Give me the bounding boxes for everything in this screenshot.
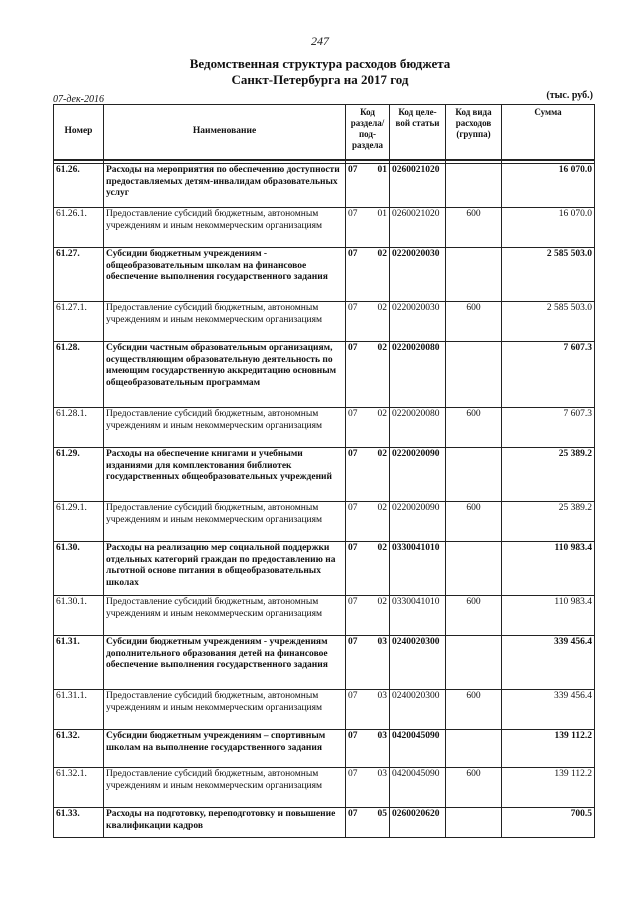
row-section: 07: [348, 303, 358, 313]
row-subsection: 02: [377, 503, 387, 513]
row-subsection: 05: [377, 809, 387, 819]
page-number: 247: [311, 34, 329, 48]
row-section: 07: [348, 343, 358, 353]
table-header-row: [54, 105, 595, 160]
row-sum: 7 607.3: [502, 342, 595, 408]
row-name: Субсидии бюджетным учреждениям - общеобразовательным школам на финансовое обеспечение выполнения государственного задания: [104, 248, 346, 302]
row-name: Предоставление субсидий бюджетным, автономным учреждениям и иным некоммерческим организациям: [104, 690, 346, 730]
row-section: 07: [348, 769, 358, 779]
document-title: [0, 56, 640, 88]
row-article-code: 0260020620: [390, 808, 446, 838]
row-article-code: 0260021020: [390, 208, 446, 248]
row-expense-type: [446, 164, 502, 208]
table-row: [54, 596, 595, 636]
row-section: 07: [348, 543, 358, 553]
row-expense-type: [446, 448, 502, 502]
row-sum: 339 456.4: [502, 636, 595, 690]
row-section: 07: [348, 165, 358, 175]
header-name: Наименование: [104, 105, 346, 160]
title-line-1: Ведомственная структура расходов бюджета: [189, 56, 451, 71]
row-section-code: [346, 448, 390, 502]
row-section-code: [346, 302, 390, 342]
table-row: [54, 636, 595, 690]
row-article-code: 0420045090: [390, 730, 446, 768]
row-subsection: 02: [377, 303, 387, 313]
row-section-code: [346, 342, 390, 408]
row-section-code: [346, 208, 390, 248]
header-sum: Сумма: [502, 105, 595, 160]
row-section: 07: [348, 449, 358, 459]
row-name: Предоставление субсидий бюджетным, автономным учреждениям и иным некоммерческим организациям: [104, 502, 346, 542]
row-article-code: 0260021020: [390, 164, 446, 208]
row-section: 07: [348, 249, 358, 259]
row-section-code: [346, 690, 390, 730]
row-expense-type: [446, 248, 502, 302]
row-section: 07: [348, 637, 358, 647]
row-subsection: 02: [377, 409, 387, 419]
table-row: [54, 164, 595, 208]
row-section: 07: [348, 597, 358, 607]
row-article-code: 0240020300: [390, 636, 446, 690]
budget-table: [53, 104, 595, 838]
row-number: 61.30.1.: [54, 596, 104, 636]
row-section-code: [346, 596, 390, 636]
row-subsection: 01: [377, 209, 387, 219]
row-expense-type: 600: [446, 690, 502, 730]
row-sum: 700.5: [502, 808, 595, 838]
table-row: [54, 342, 595, 408]
row-subsection: 02: [377, 543, 387, 553]
row-name: Расходы на мероприятия по обеспечению доступности предоставляемых детям-инвалидам образовательных услуг: [104, 164, 346, 208]
row-article-code: 0220020080: [390, 408, 446, 448]
row-expense-type: 600: [446, 302, 502, 342]
row-section: 07: [348, 209, 358, 219]
row-article-code: 0220020090: [390, 448, 446, 502]
row-sum: 339 456.4: [502, 690, 595, 730]
row-expense-type: [446, 730, 502, 768]
row-name: Предоставление субсидий бюджетным, автономным учреждениям и иным некоммерческим организациям: [104, 302, 346, 342]
row-number: 61.31.: [54, 636, 104, 690]
row-name: Предоставление субсидий бюджетным, автономным учреждениям и иным некоммерческим организациям: [104, 596, 346, 636]
row-number: 61.32.: [54, 730, 104, 768]
table-row: [54, 302, 595, 342]
row-sum: 7 607.3: [502, 408, 595, 448]
row-expense-type: [446, 636, 502, 690]
row-expense-type: 600: [446, 502, 502, 542]
row-number: 61.27.1.: [54, 302, 104, 342]
row-subsection: 02: [377, 597, 387, 607]
table-row: [54, 808, 595, 838]
row-subsection: 03: [377, 731, 387, 741]
row-sum: 2 585 503.0: [502, 302, 595, 342]
header-article-code: Код целе- вой статьи: [390, 105, 446, 160]
row-sum: 139 112.2: [502, 768, 595, 808]
units-label: (тыс. руб.): [546, 90, 593, 101]
row-article-code: 0420045090: [390, 768, 446, 808]
row-name: Расходы на реализацию мер социальной поддержки отдельных категорий граждан по предоставлению на льготной основе питания в общеобразовательных школах: [104, 542, 346, 596]
row-sum: 110 983.4: [502, 542, 595, 596]
table-row: [54, 730, 595, 768]
row-name: Расходы на обеспечение книгами и учебными изданиями для комплектования библиотек государственных общеобразовательных учреждений: [104, 448, 346, 502]
row-subsection: 01: [377, 165, 387, 175]
title-line-2: Санкт-Петербурга на 2017 год: [231, 72, 409, 87]
row-section: 07: [348, 731, 358, 741]
row-section-code: [346, 542, 390, 596]
row-number: 61.28.: [54, 342, 104, 408]
row-subsection: 03: [377, 769, 387, 779]
table-row: [54, 448, 595, 502]
row-name: Расходы на подготовку, переподготовку и повышение квалификации кадров: [104, 808, 346, 838]
row-article-code: 0330041010: [390, 596, 446, 636]
row-article-code: 0240020300: [390, 690, 446, 730]
row-article-code: 0220020090: [390, 502, 446, 542]
header-number: Номер: [54, 105, 104, 160]
row-section: 07: [348, 409, 358, 419]
row-number: 61.26.: [54, 164, 104, 208]
table-row: [54, 208, 595, 248]
row-sum: 2 585 503.0: [502, 248, 595, 302]
row-expense-type: [446, 808, 502, 838]
header-expense-type: Код вида расходов (группа): [446, 105, 502, 160]
row-name: Субсидии бюджетным учреждениям – спортивным школам на выполнение государственного задания: [104, 730, 346, 768]
row-name: Предоставление субсидий бюджетным, автономным учреждениям и иным некоммерческим организациям: [104, 768, 346, 808]
row-article-code: 0220020030: [390, 248, 446, 302]
row-section-code: [346, 248, 390, 302]
row-subsection: 03: [377, 637, 387, 647]
row-number: 61.32.1.: [54, 768, 104, 808]
table-row: [54, 542, 595, 596]
table-row: [54, 408, 595, 448]
header-section-code: Код раздела/ под- раздела: [346, 105, 390, 160]
row-section-code: [346, 502, 390, 542]
row-sum: 25 389.2: [502, 448, 595, 502]
row-sum: 139 112.2: [502, 730, 595, 768]
row-section: 07: [348, 503, 358, 513]
document-date: 07-дек-2016: [53, 94, 104, 105]
table-row: [54, 248, 595, 302]
table-body: [54, 164, 595, 838]
row-expense-type: [446, 542, 502, 596]
row-number: 61.29.1.: [54, 502, 104, 542]
row-section-code: [346, 808, 390, 838]
table-row: [54, 502, 595, 542]
row-name: Предоставление субсидий бюджетным, автономным учреждениям и иным некоммерческим организациям: [104, 208, 346, 248]
row-section-code: [346, 164, 390, 208]
row-article-code: 0220020030: [390, 302, 446, 342]
row-subsection: 02: [377, 449, 387, 459]
row-section-code: [346, 768, 390, 808]
row-number: 61.31.1.: [54, 690, 104, 730]
row-article-code: 0220020080: [390, 342, 446, 408]
row-section-code: [346, 408, 390, 448]
row-expense-type: 600: [446, 768, 502, 808]
row-name: Предоставление субсидий бюджетным, автономным учреждениям и иным некоммерческим организациям: [104, 408, 346, 448]
row-name: Субсидии бюджетным учреждениям - учреждениям дополнительного образования детей на финансовое обеспечение выполнения государственного задания: [104, 636, 346, 690]
row-name: Субсидии частным образовательным организациям, осуществляющим образовательную деятельность по имеющим государственную аккредитацию основным общеобразовательным программам: [104, 342, 346, 408]
table-row: [54, 690, 595, 730]
table-row: [54, 768, 595, 808]
row-number: 61.33.: [54, 808, 104, 838]
row-section-code: [346, 730, 390, 768]
row-section: 07: [348, 691, 358, 701]
row-sum: 25 389.2: [502, 502, 595, 542]
row-number: 61.30.: [54, 542, 104, 596]
row-expense-type: [446, 342, 502, 408]
row-sum: 16 070.0: [502, 164, 595, 208]
row-expense-type: 600: [446, 408, 502, 448]
row-expense-type: 600: [446, 208, 502, 248]
row-number: 61.27.: [54, 248, 104, 302]
row-sum: 16 070.0: [502, 208, 595, 248]
row-subsection: 02: [377, 249, 387, 259]
row-subsection: 02: [377, 343, 387, 353]
row-number: 61.28.1.: [54, 408, 104, 448]
row-subsection: 03: [377, 691, 387, 701]
row-section: 07: [348, 809, 358, 819]
row-expense-type: 600: [446, 596, 502, 636]
row-number: 61.29.: [54, 448, 104, 502]
row-sum: 110 983.4: [502, 596, 595, 636]
row-article-code: 0330041010: [390, 542, 446, 596]
row-section-code: [346, 636, 390, 690]
row-number: 61.26.1.: [54, 208, 104, 248]
